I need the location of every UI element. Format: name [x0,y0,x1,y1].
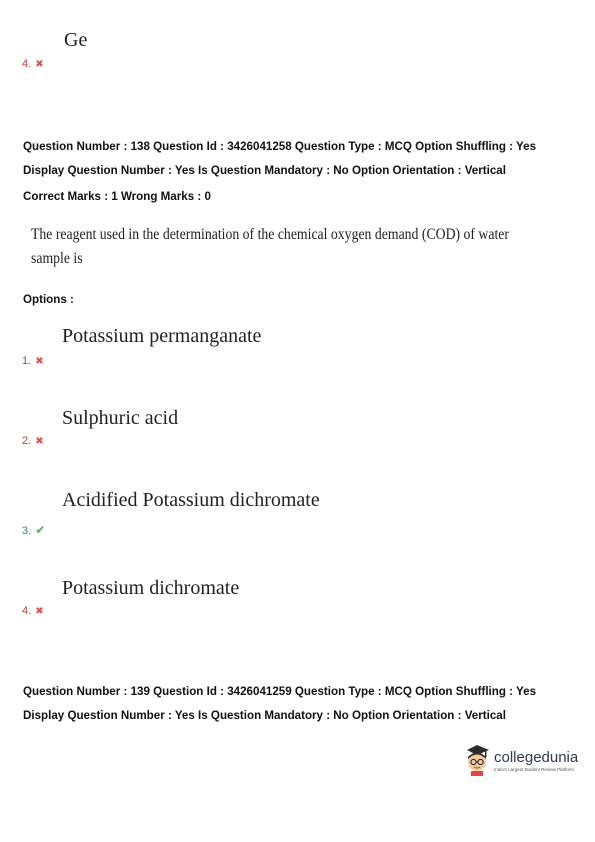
q139-meta-line2: Display Question Number : Yes Is Question Mandatory : No Option Orientation : Vertical [23,709,506,722]
option-3-number: 3. ✔ [22,523,46,537]
q138-meta-line1: Question Number : 138 Question Id : 3426041258 Question Type : MCQ Option Shuffling : Yes [23,140,537,153]
prev-option-4-text: Ge [64,29,88,51]
q139-meta-line1: Question Number : 139 Question Id : 3426041259 Question Type : MCQ Option Shuffling : Yes [23,685,537,698]
q138-question-text-line1: The reagent used in the determination of the chemical oxygen demand (COD) of water [31,226,509,243]
option-2-number: 2. ✖ [22,435,44,447]
q138-meta-line2: Display Question Number : Yes Is Question Mandatory : No Option Orientation : Vertical [23,164,506,177]
option-2-text: Sulphuric acid [62,407,179,429]
option-4-number: 4. ✖ [22,605,44,617]
cross-mark-icon: ✖ [35,356,44,367]
option-4-text: Potassium dichromate [62,577,240,599]
option-3-text: Acidified Potassium dichromate [62,489,320,511]
cross-mark-icon: ✖ [35,436,44,447]
prev-option-4-number: 4. ✖ [22,58,44,70]
student-mascot-icon [463,744,491,776]
cross-mark-icon: ✖ [35,59,44,70]
logo-tagline: India's Largest Student Review Platform [494,766,574,772]
cross-mark-icon: ✖ [35,606,44,617]
option-1-text: Potassium permanganate [62,325,262,347]
logo-wordmark: collegedunia [494,748,579,766]
q138-meta-line3: Correct Marks : 1 Wrong Marks : 0 [23,190,211,203]
collegedunia-logo [463,744,578,776]
check-mark-icon: ✔ [35,523,46,537]
options-label: Options : [23,293,74,306]
option-1-number: 1. ✖ [22,355,44,367]
q138-question-text-line2: sample is [31,250,83,267]
